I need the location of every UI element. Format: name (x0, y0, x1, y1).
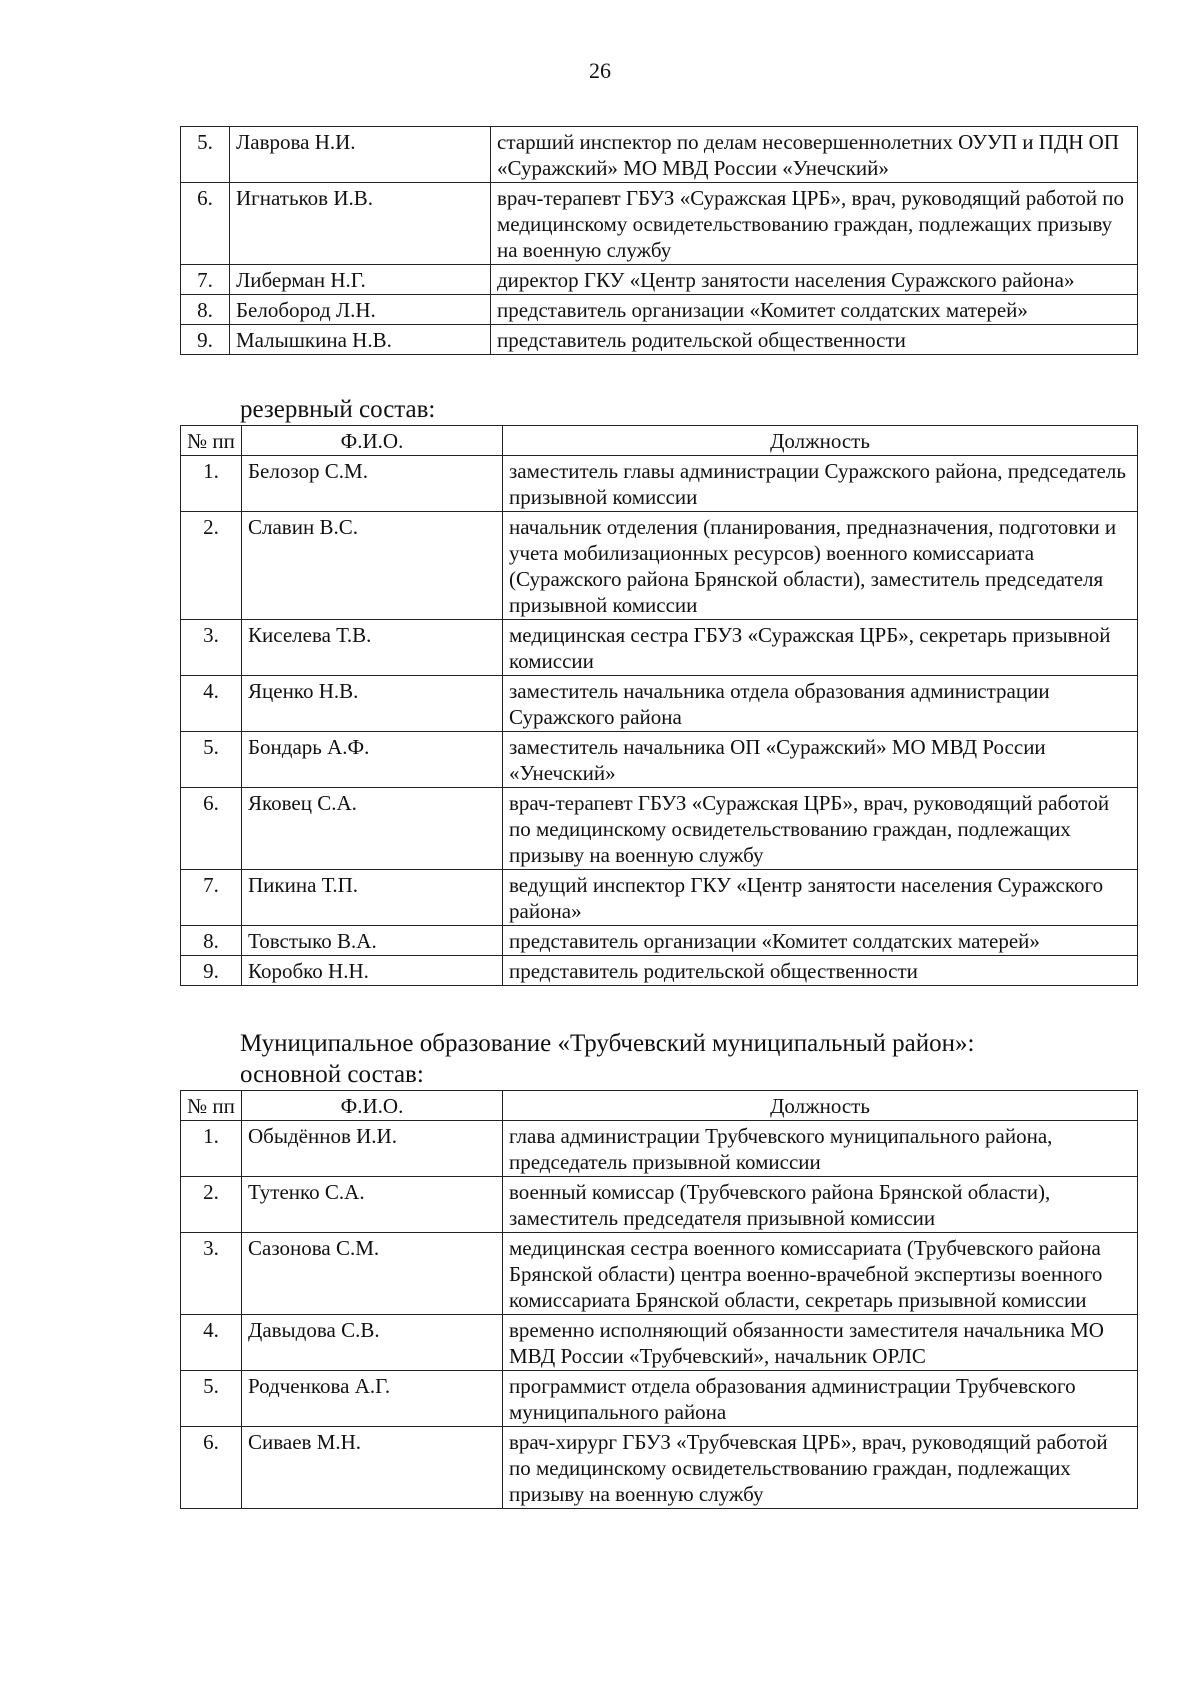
row-number: 5. (181, 1371, 242, 1427)
table-row (181, 325, 1138, 355)
person-position: врач-терапевт ГБУЗ «Суражская ЦРБ», врач, руководящий работой по медицинскому освидетельствованию граждан, подлежащих призыву на военную службу (491, 183, 1138, 265)
row-number: 2. (181, 512, 242, 620)
row-number: 3. (181, 1233, 242, 1315)
table2-body (181, 456, 1138, 986)
person-position: представитель родительской общественности (503, 956, 1138, 986)
table-row (181, 1427, 1138, 1509)
municipality-caption: Муниципальное образование «Трубчевский муниципальный район»: (240, 1030, 975, 1057)
person-position: глава администрации Трубчевского муниципального района, председатель призывной комиссии (503, 1121, 1138, 1177)
person-name: Тутенко С.А. (242, 1177, 503, 1233)
table3-body (181, 1121, 1138, 1509)
table-row (181, 620, 1138, 676)
person-name: Игнатьков И.В. (230, 183, 491, 265)
person-name: Сазонова С.М. (242, 1233, 503, 1315)
table3-header (181, 1091, 1138, 1121)
header-row (181, 426, 1138, 456)
column-header-name: Ф.И.О. (242, 426, 503, 456)
person-name: Родченкова А.Г. (242, 1371, 503, 1427)
person-position: начальник отделения (планирования, предназначения, подготовки и учета мобилизационных ресурсов) военного комиссариата (Суражского района Брянской области), заместитель председателя призывной комиссии (503, 512, 1138, 620)
person-name: Пикина Т.П. (242, 870, 503, 926)
row-number: 9. (181, 956, 242, 986)
person-name: Товстыко В.А. (242, 926, 503, 956)
table-row (181, 1315, 1138, 1371)
table-row (181, 512, 1138, 620)
row-number: 4. (181, 676, 242, 732)
row-number: 6. (181, 183, 230, 265)
row-number: 6. (181, 1427, 242, 1509)
person-name: Лаврова Н.И. (230, 127, 491, 183)
main-composition-caption: основной состав: (240, 1061, 424, 1088)
column-header-position: Должность (503, 1091, 1138, 1121)
person-position: представитель организации «Комитет солдатских матерей» (491, 295, 1138, 325)
person-name: Обыдённов И.И. (242, 1121, 503, 1177)
column-header-position: Должность (503, 426, 1138, 456)
table-row (181, 926, 1138, 956)
trubchevsky-main-composition-table (180, 1090, 1138, 1509)
table-row (181, 1121, 1138, 1177)
person-position: директор ГКУ «Центр занятости населения Суражского района» (491, 265, 1138, 295)
person-name: Белозор С.М. (242, 456, 503, 512)
row-number: 8. (181, 295, 230, 325)
person-name: Давыдова С.В. (242, 1315, 503, 1371)
person-position: временно исполняющий обязанности заместителя начальника МО МВД России «Трубчевский», начальник ОРЛС (503, 1315, 1138, 1371)
table-row (181, 456, 1138, 512)
person-position: ведущий инспектор ГКУ «Центр занятости населения Суражского района» (503, 870, 1138, 926)
row-number: 4. (181, 1315, 242, 1371)
table-row (181, 295, 1138, 325)
person-name: Белобород Л.Н. (230, 295, 491, 325)
person-name: Сиваев М.Н. (242, 1427, 503, 1509)
table-row (181, 183, 1138, 265)
table-row (181, 1371, 1138, 1427)
row-number: 2. (181, 1177, 242, 1233)
table2-header (181, 426, 1138, 456)
main-composition-table-continued (180, 126, 1138, 355)
row-number: 8. (181, 926, 242, 956)
person-position: врач-терапевт ГБУЗ «Суражская ЦРБ», врач, руководящий работой по медицинскому освидетельствованию граждан, подлежащих призыву на военную службу (503, 788, 1138, 870)
person-name: Яценко Н.В. (242, 676, 503, 732)
row-number: 6. (181, 788, 242, 870)
row-number: 1. (181, 456, 242, 512)
column-header-name: Ф.И.О. (242, 1091, 503, 1121)
person-position: представитель организации «Комитет солдатских матерей» (503, 926, 1138, 956)
person-position: программист отдела образования администрации Трубчевского муниципального района (503, 1371, 1138, 1427)
reserve-composition-caption: резервный состав: (240, 396, 436, 423)
table-row (181, 788, 1138, 870)
person-position: заместитель начальника ОП «Суражский» МО МВД России «Унечский» (503, 732, 1138, 788)
person-position: старший инспектор по делам несовершеннолетних ОУУП и ПДН ОП «Суражский» МО МВД России «Унечский» (491, 127, 1138, 183)
column-header-number: № пп (181, 1091, 242, 1121)
table-row (181, 265, 1138, 295)
table-row (181, 676, 1138, 732)
table-row (181, 956, 1138, 986)
table-row (181, 127, 1138, 183)
reserve-composition-table (180, 425, 1138, 986)
row-number: 3. (181, 620, 242, 676)
row-number: 9. (181, 325, 230, 355)
person-name: Коробко Н.Н. (242, 956, 503, 986)
person-position: заместитель главы администрации Суражского района, председатель призывной комиссии (503, 456, 1138, 512)
column-header-number: № пп (181, 426, 242, 456)
table-row (181, 1233, 1138, 1315)
page-number: 26 (589, 58, 611, 83)
row-number: 5. (181, 127, 230, 183)
person-position: медицинская сестра ГБУЗ «Суражская ЦРБ», секретарь призывной комиссии (503, 620, 1138, 676)
table-row (181, 1177, 1138, 1233)
table1-body (181, 127, 1138, 355)
person-name: Яковец С.А. (242, 788, 503, 870)
row-number: 7. (181, 265, 230, 295)
person-position: военный комиссар (Трубчевского района Брянской области), заместитель председателя призывной комиссии (503, 1177, 1138, 1233)
person-name: Малышкина Н.В. (230, 325, 491, 355)
person-position: заместитель начальника отдела образования администрации Суражского района (503, 676, 1138, 732)
person-name: Киселева Т.В. (242, 620, 503, 676)
person-position: представитель родительской общественности (491, 325, 1138, 355)
row-number: 7. (181, 870, 242, 926)
row-number: 1. (181, 1121, 242, 1177)
person-position: врач-хирург ГБУЗ «Трубчевская ЦРБ», врач, руководящий работой по медицинскому освидетельствованию граждан, подлежащих призыву на военную службу (503, 1427, 1138, 1509)
table-row (181, 732, 1138, 788)
person-position: медицинская сестра военного комиссариата (Трубчевского района Брянской области) центра военно-врачебной экспертизы военного комиссариата Брянской области, секретарь призывной комиссии (503, 1233, 1138, 1315)
person-name: Славин В.С. (242, 512, 503, 620)
row-number: 5. (181, 732, 242, 788)
table-row (181, 870, 1138, 926)
person-name: Либерман Н.Г. (230, 265, 491, 295)
person-name: Бондарь А.Ф. (242, 732, 503, 788)
header-row (181, 1091, 1138, 1121)
